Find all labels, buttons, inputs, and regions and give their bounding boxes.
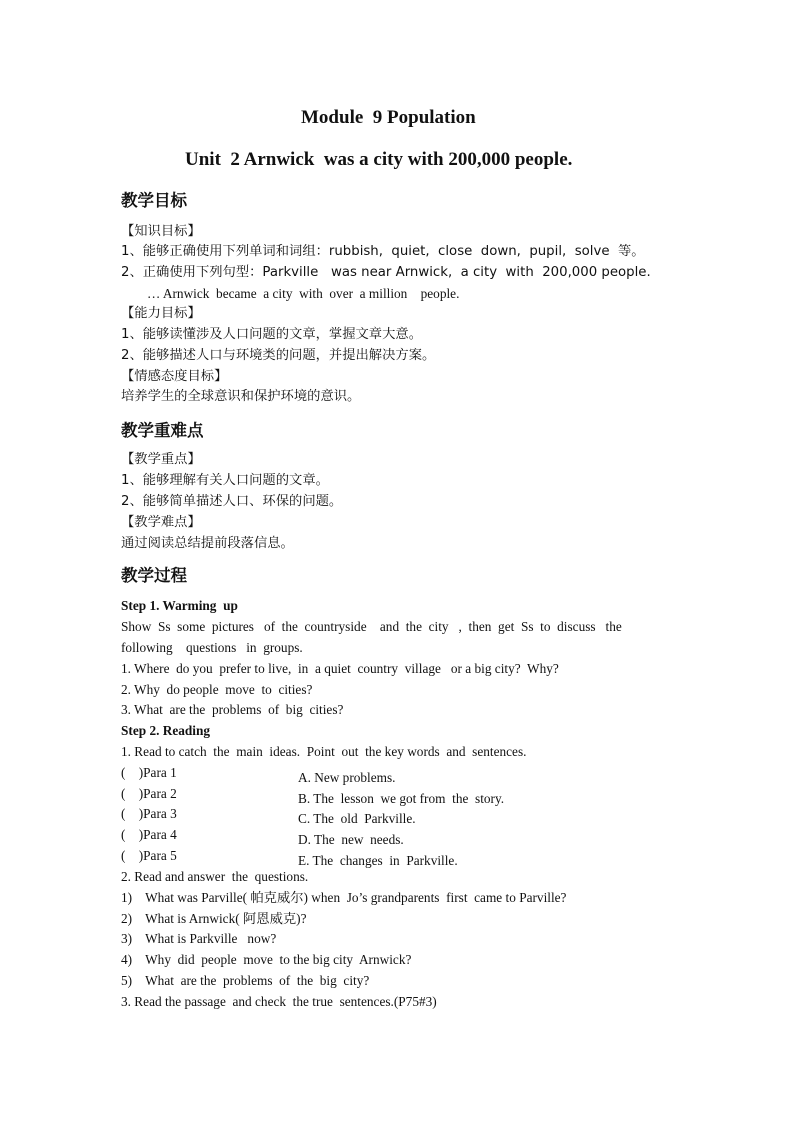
reading-question-1: 1) What was Parville( 帕克威尔) when Jo’s grandparents first came to Parville? bbox=[121, 890, 567, 905]
reading-question-5: 5) What are the problems of the big city? bbox=[121, 973, 370, 988]
attitude-objectives-heading: 【情感态度目标】 bbox=[121, 369, 228, 384]
reading-task-1: 1. Read to catch the main ideas. Point out the key words and sentences. bbox=[121, 744, 527, 759]
attitude-item-1: 培养学生的全球意识和保护环境的意识。 bbox=[121, 389, 361, 404]
match-option-b: B. The lesson we got from the story. bbox=[298, 791, 505, 806]
module-title: Module 9 Population bbox=[301, 107, 476, 128]
discussion-question-2: 2. Why do people move to cities? bbox=[121, 682, 313, 697]
para-blank-2: ( )Para 2 bbox=[121, 786, 177, 801]
key-points-heading: 【教学重点】 bbox=[121, 452, 201, 467]
ability-item-2: 2、能够描述人口与环境类的问题，并提出解决方案。 bbox=[121, 348, 436, 363]
para-blank-5: ( )Para 5 bbox=[121, 848, 177, 863]
step-2-heading: Step 2. Reading bbox=[121, 723, 211, 738]
match-option-a: A. New problems. bbox=[298, 770, 396, 785]
reading-question-4: 4) Why did people move to the big city Arnwick? bbox=[121, 952, 412, 967]
ability-item-1: 1、能够读懂涉及人口问题的文章，掌握文章大意。 bbox=[121, 327, 422, 342]
reading-task-2: 2. Read and answer the questions. bbox=[121, 869, 309, 884]
discussion-question-3: 3. What are the problems of big cities? bbox=[121, 702, 344, 717]
para-blank-1: ( )Para 1 bbox=[121, 765, 177, 780]
section-heading-process: 教学过程 bbox=[121, 566, 187, 585]
match-option-d: D. The new needs. bbox=[298, 832, 404, 847]
section-heading-key-points: 教学重难点 bbox=[121, 421, 204, 440]
key-point-2: 2、能够简单描述人口、环保的问题。 bbox=[121, 494, 343, 509]
para-blank-3: ( )Para 3 bbox=[121, 806, 177, 821]
match-option-c: C. The old Parkville. bbox=[298, 811, 416, 826]
key-point-1: 1、能够理解有关人口问题的文章。 bbox=[121, 473, 329, 488]
knowledge-item-1: 1、能够正确使用下列单词和词组：rubbish, quiet, close down, pupil, solve 等。 bbox=[121, 244, 645, 259]
reading-question-3: 3) What is Parkville now? bbox=[121, 931, 277, 946]
knowledge-item-2-continued: … Arnwick became a city with over a million people. bbox=[147, 286, 460, 301]
ability-objectives-heading: 【能力目标】 bbox=[121, 306, 201, 321]
unit-title: Unit 2 Arnwick was a city with 200,000 people. bbox=[185, 149, 573, 170]
reading-task-3: 3. Read the passage and check the true sentences.(P75#3) bbox=[121, 994, 437, 1009]
knowledge-objectives-heading: 【知识目标】 bbox=[121, 224, 201, 239]
difficult-point-1: 通过阅读总结提前段落信息。 bbox=[121, 536, 294, 551]
step-1-heading: Step 1. Warming up bbox=[121, 598, 238, 613]
knowledge-item-2: 2、正确使用下列句型：Parkville was near Arnwick, a city with 200,000 people. bbox=[121, 265, 651, 280]
reading-question-2: 2) What is Arnwick( 阿恩威克)? bbox=[121, 911, 307, 926]
step-1-instruction-line-2: following questions in groups. bbox=[121, 640, 303, 655]
step-1-instruction-line-1: Show Ss some pictures of the countryside and the city , then get Ss to discuss the bbox=[121, 619, 622, 634]
section-heading-objectives: 教学目标 bbox=[121, 191, 187, 210]
para-blank-4: ( )Para 4 bbox=[121, 827, 177, 842]
match-option-e: E. The changes in Parkville. bbox=[298, 853, 458, 868]
difficult-points-heading: 【教学难点】 bbox=[121, 515, 201, 530]
discussion-question-1: 1. Where do you prefer to live, in a quiet country village or a big city? Why? bbox=[121, 661, 559, 676]
